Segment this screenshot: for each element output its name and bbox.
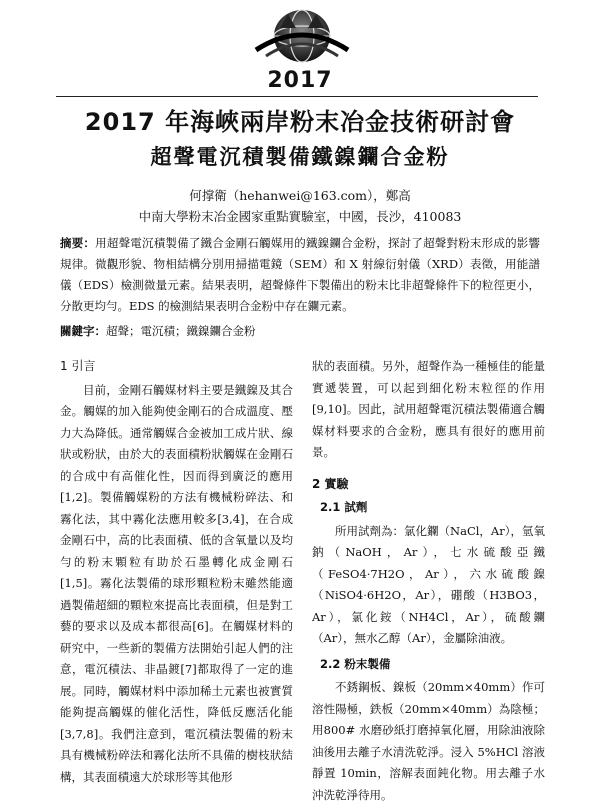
subsection-2-2-heading: 2.2 粉末製備 [320, 656, 391, 671]
conference-year: 2017 [267, 68, 333, 93]
abstract-label: 摘要： [60, 236, 96, 250]
section-1-text: 目前，金剛石觸媒材料主要是鐵鎳及其合金。觸媒的加入能夠使金剛石的合成溫度、壓力大為降低。通常觸媒合金被加工成片狀、線狀或粉狀，由於大的表面積粉狀觸媒在金剛石的合成中有高催化性，因而得到廣泛的應用[1,2]。製備觸媒粉的方法有機械粉碎法、和霧化法，其中霧化法應用較多[3,4]，在合成金剛石中，高的比表面積、低的含氧量以及均勻的粉末顆粒有助於石墨轉化成金剛石[1,5]。霧化法製備的球形顆粒粉末雖然能適過製備超細的顆粒來提高比表面積，但是對工藝的要求以及成本都很高[6]。在觸媒材料的研究中，一些新的製備方法開始引起人們的注意，電沉積法、非晶鍍[7]都取得了一定的進展。同時，觸媒材料中添加稀土元素也被實質能夠提高觸媒的催化活性，降低反應活化能[3,7,8]。我們注意到，電沉積法製備的粉末具有機械粉碎法和霧化法所不具備的樹枝狀結構，其表面積遠大於球形等其他形 [60, 382, 293, 784]
left-column [60, 356, 293, 792]
paper-affiliation: 中南大學粉末冶金國家重點實驗室，中國，長沙，410083 [138, 209, 462, 224]
keywords-label: 關鍵字： [60, 324, 106, 338]
abstract-text: 用超聲電沉積製備了鐵合金剛石觸媒用的鐵鎳鑭合金粉，探討了超聲對粉末形成的影響規律。微觀形貌、物相結構分別用掃描電鏡（SEM）和 X 射線衍射儀（XRD）表徵，用能譜儀（EDS）檢測微量元素。結果表明，超聲條件下製備出的粉末比非超聲條件下的粒徑更小，分散更均勻。EDS 的檢測結果表明合金粉中存在鑭元素。 [60, 236, 540, 313]
section-2-heading: 2 實驗 [312, 476, 349, 491]
keywords [60, 323, 540, 339]
paper-title: 超聲電沉積製備鐵鎳鑭合金粉 [150, 145, 450, 169]
conference-title: 2017 年海峽兩岸粉末冶金技術研討會 [84, 108, 516, 136]
abstract [60, 233, 540, 317]
keywords-text: 超聲；電沉積；鐵鎳鑭合金粉 [106, 324, 256, 338]
header-rule [56, 96, 538, 97]
subsection-2-2-text: 不銹鋼板、鎳板（20mm×40mm）作可溶性陽極，鉄板（20mm×40mm）為陰極；用800# 水磨砂紙打磨掉氧化層，用除油液除油後用去離子水清洗乾淨。浸入 5%HCl 溶液靜置 10min，溶解表面鈍化物。用去離子水沖洗乾淨待用。 [312, 680, 545, 802]
subsection-2-1-text: 所用試劑為：氯化鑭（NaCl，Ar），氫氧鈉（NaOH，Ar），七水硫酸亞鐵（FeSO4·7H2O，Ar），六水硫酸鎳（NiSO4·6H2O，Ar），硼酸（H3BO3，Ar），氯化銨（NH4Cl，Ar），硫酸鑭（Ar），無水乙醇（Ar），金屬除油液。 [312, 523, 545, 645]
globe-logo-icon [250, 6, 354, 72]
section-1-heading: 1 引言 [60, 359, 96, 373]
paper-authors: 何撑衛（hehanwei@163.com），鄭高 [189, 188, 411, 203]
subsection-2-1-heading: 2.1 試劑 [320, 500, 368, 514]
section-1-continued-text: 狀的表面積。另外，超聲作為一種極佳的能量實遞裝置，可以起到細化粉末粒徑的作用[9,10]。因此，試用超聲電沉積法製備適合觸媒材料要求的合金粉，應具有很好的應用前景。 [312, 359, 545, 459]
right-column [312, 356, 545, 810]
conference-logo [250, 6, 354, 72]
